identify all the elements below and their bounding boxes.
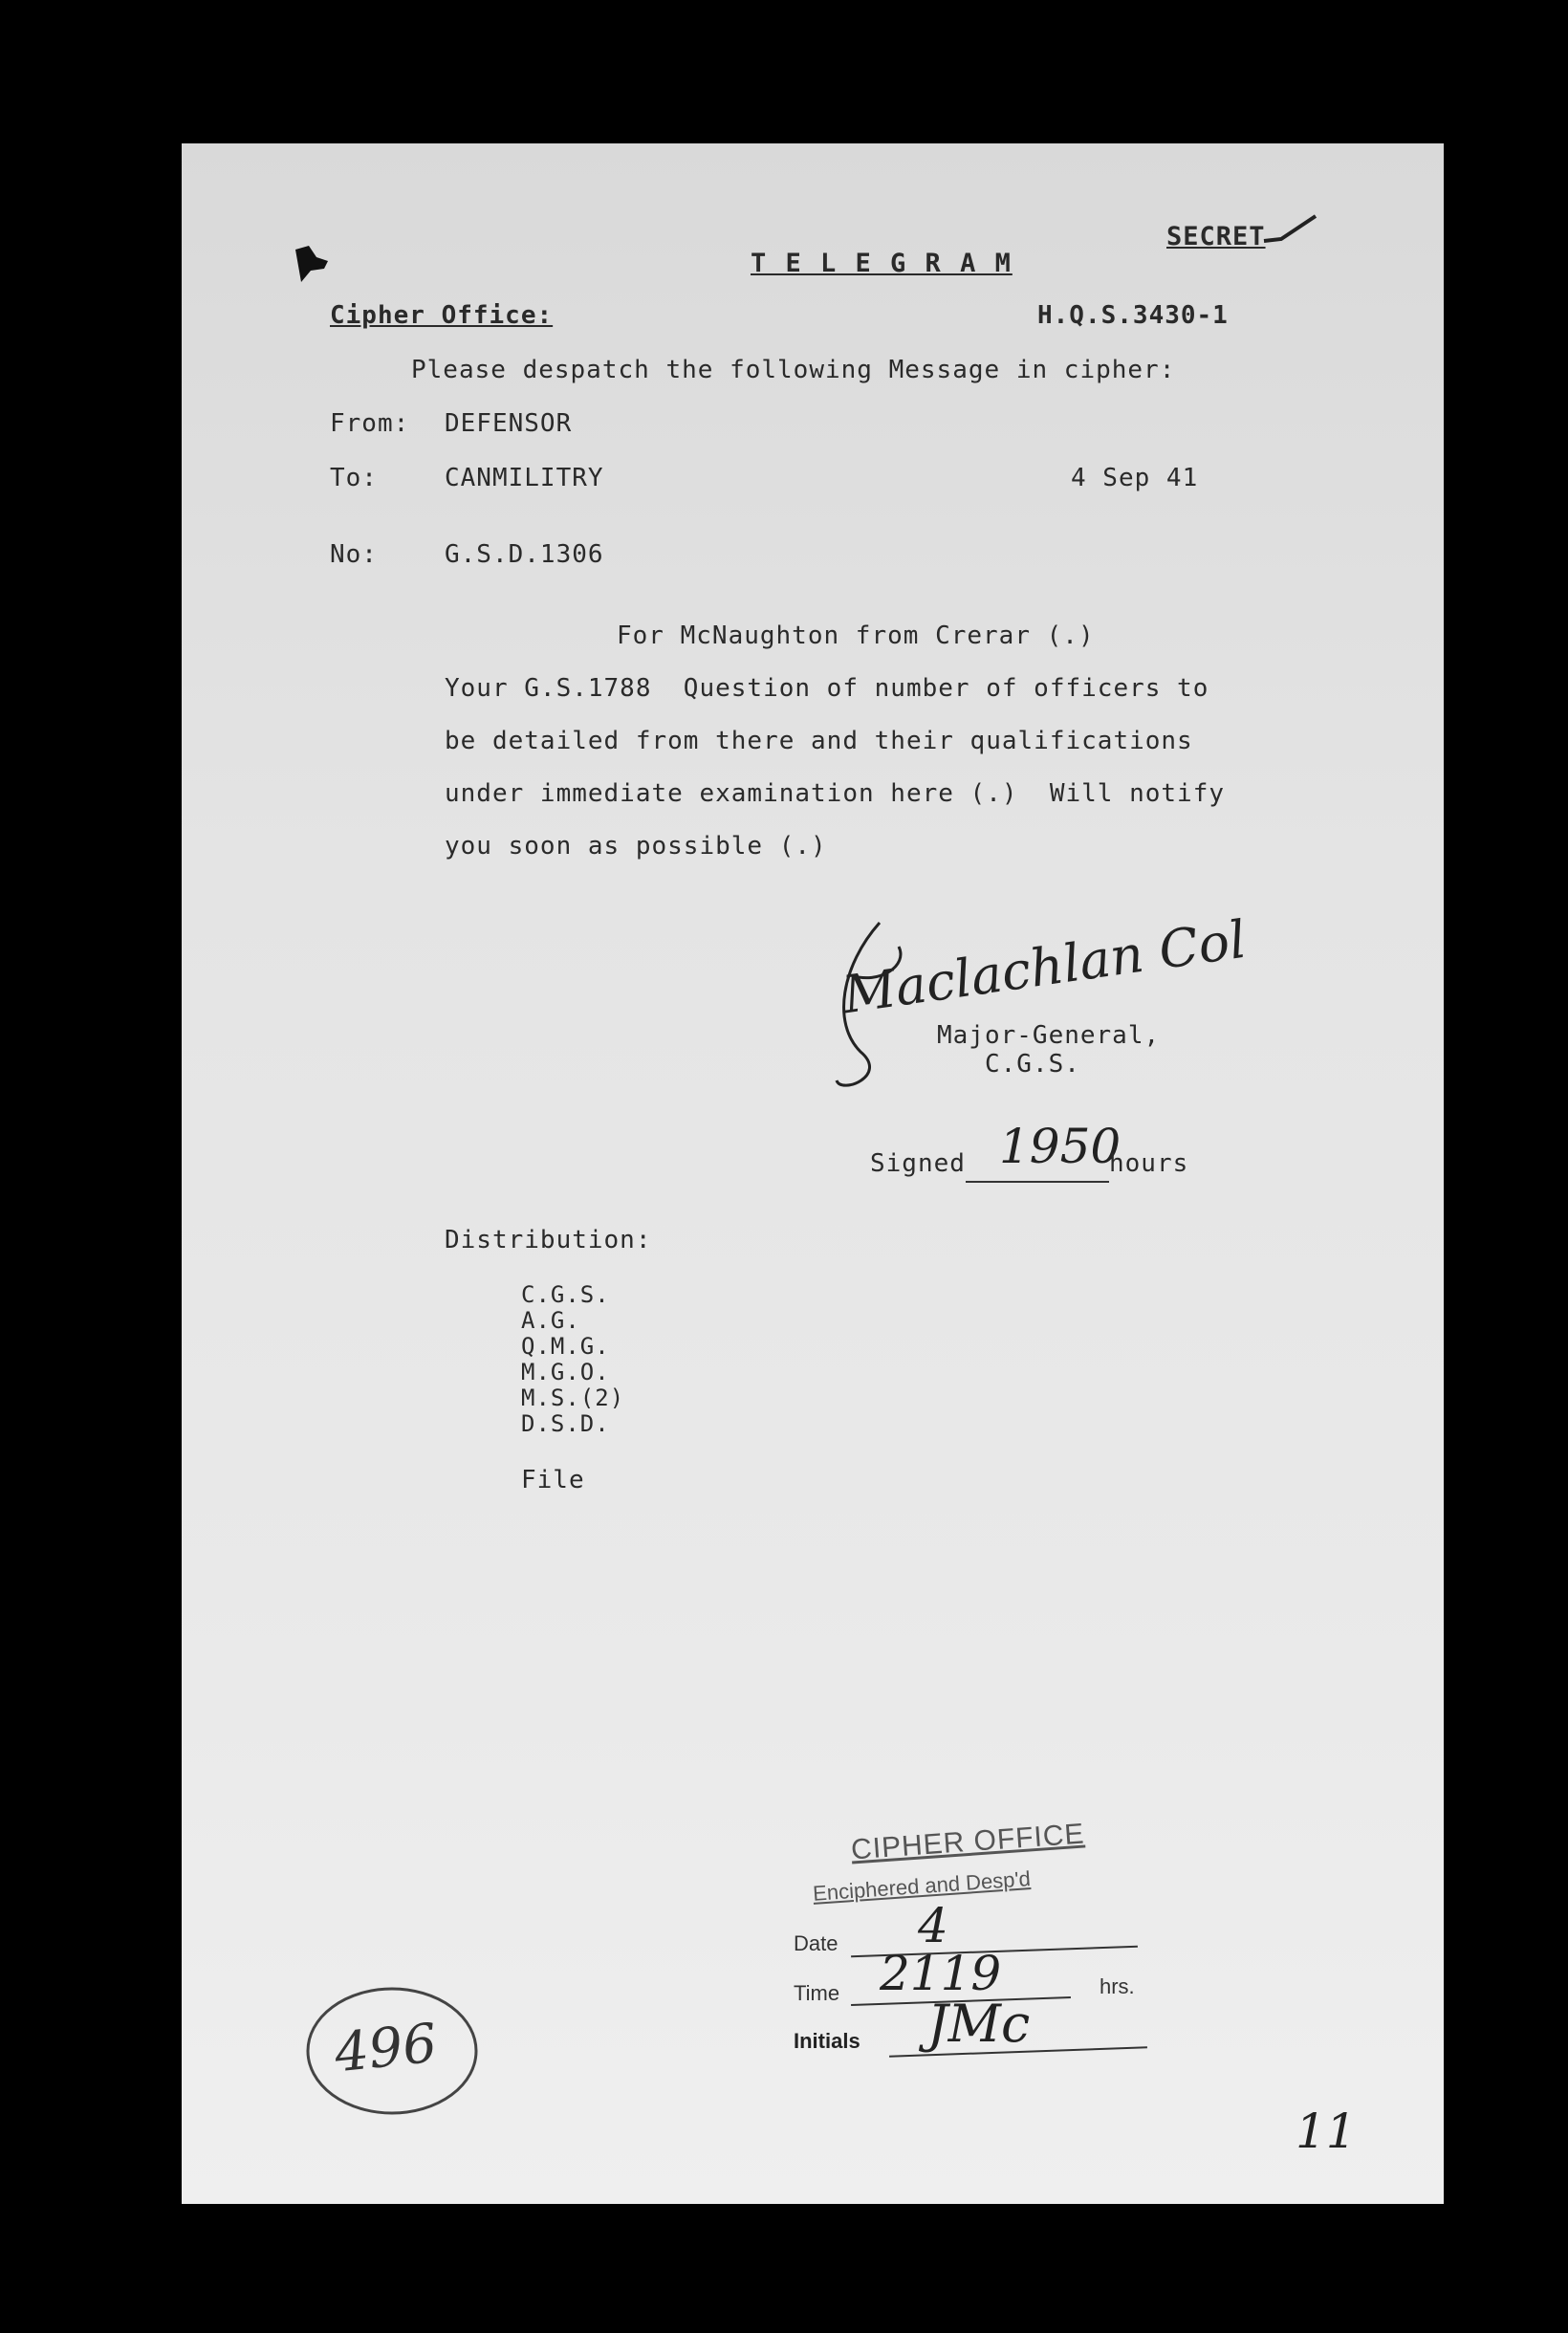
distribution-item: M.S.(2)	[521, 1385, 625, 1411]
message-line: you soon as possible (.)	[445, 832, 827, 861]
message-line: under immediate examination here (.) Will notify	[445, 779, 1226, 808]
stamp-date-value: 4	[918, 1898, 948, 1953]
message-line: be detailed from there and their qualifications	[445, 727, 1193, 755]
signatory-title: Major-General,	[937, 1021, 1161, 1050]
distribution-item: C.G.S.	[521, 1281, 610, 1308]
page-mark: 11	[1296, 2104, 1357, 2159]
stamp-date-label: Date	[794, 1931, 838, 1955]
distribution-item: M.G.O.	[521, 1359, 610, 1385]
stamp-hrs-label: hrs.	[1100, 1974, 1135, 1998]
telegram-page	[182, 143, 1444, 2204]
message-date: 4 Sep 41	[1071, 464, 1199, 492]
instruction-line: Please despatch the following Message in cipher:	[411, 356, 1176, 384]
check-mark-icon	[1262, 210, 1319, 249]
corner-clip-mark	[292, 244, 335, 287]
no-value: G.S.D.1306	[445, 540, 604, 569]
hours-label: hours	[1109, 1149, 1189, 1178]
handwritten-signature: Maclachlan Col	[838, 908, 1251, 1026]
message-line: Your G.S.1788 Question of number of officers to	[445, 674, 1209, 703]
from-value: DEFENSOR	[445, 409, 573, 438]
message-line: For McNaughton from Crerar (.)	[617, 621, 1095, 650]
signed-underline	[966, 1181, 1109, 1183]
no-label: No:	[330, 540, 378, 569]
distribution-item: D.S.D.	[521, 1410, 610, 1437]
cipher-office-label: Cipher Office:	[330, 301, 554, 330]
signature-flourish	[822, 908, 927, 1100]
distribution-item: Q.M.G.	[521, 1333, 610, 1360]
file-label: File	[521, 1466, 585, 1494]
stamp-initials-value: JMc	[927, 1994, 1031, 2054]
from-label: From:	[330, 409, 410, 438]
to-value: CANMILITRY	[445, 464, 604, 492]
reference-number: H.Q.S.3430-1	[1037, 301, 1229, 330]
stamp-time-value: 2119	[880, 1946, 1002, 2001]
stamp-subtitle: Enciphered and Desp'd	[812, 1866, 1032, 1906]
stamp-title: CIPHER OFFICE	[850, 1818, 1086, 1866]
signatory-office: C.G.S.	[985, 1050, 1080, 1079]
distribution-label: Distribution:	[445, 1226, 652, 1254]
signed-label: Signed	[870, 1149, 966, 1178]
classification-stamp: SECRET	[1166, 222, 1266, 251]
to-label: To:	[330, 464, 378, 492]
document-title: T E L E G R A M	[751, 249, 1013, 278]
stamp-time-label: Time	[794, 1981, 840, 2005]
folio-number: 496	[331, 2012, 440, 2085]
distribution-item: A.G.	[521, 1307, 580, 1334]
signed-time: 1950	[999, 1119, 1122, 1174]
stamp-initials-label: Initials	[794, 2029, 860, 2053]
